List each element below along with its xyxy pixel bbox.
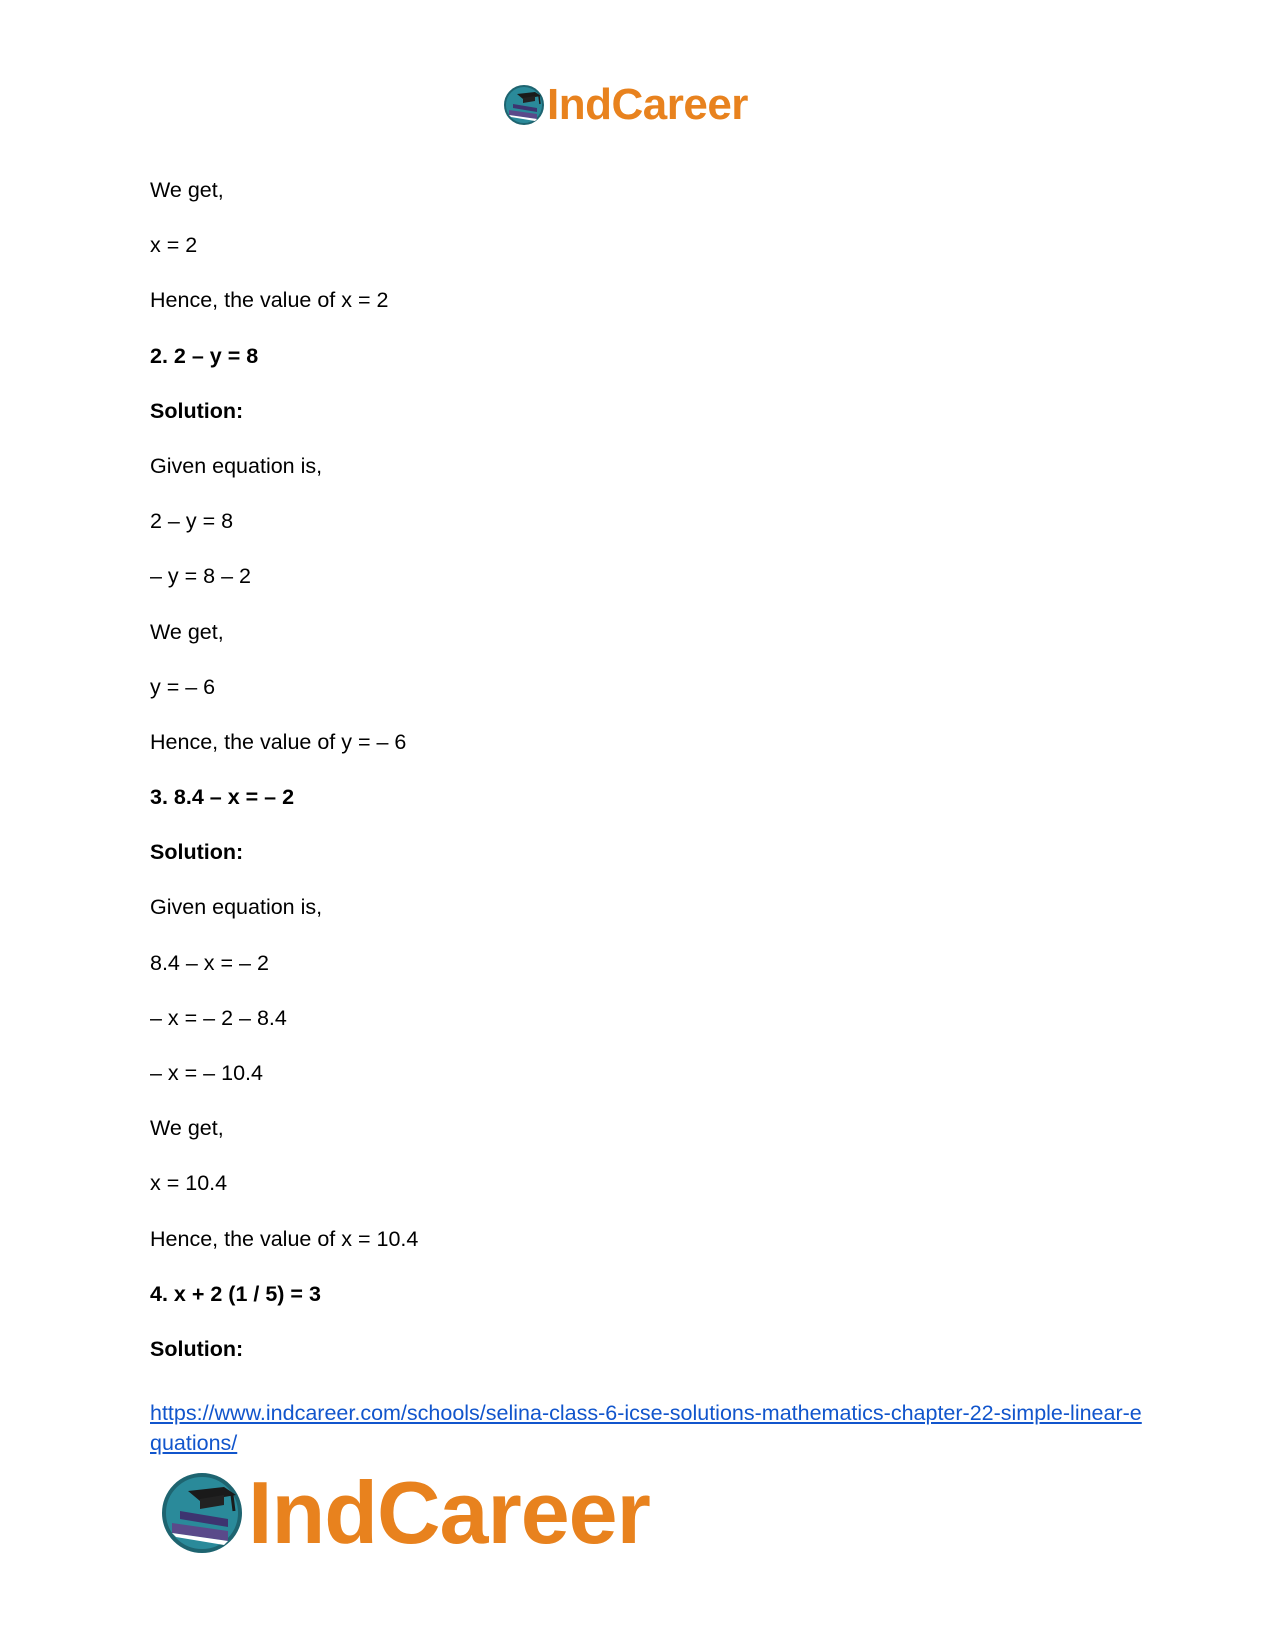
document-body xyxy=(150,178,1130,1392)
question-heading: 3. 8.4 – x = – 2 xyxy=(150,785,295,810)
text-line: – x = – 10.4 xyxy=(150,1061,263,1085)
footer-logo xyxy=(160,1463,650,1562)
text-line: – y = 8 – 2 xyxy=(150,564,252,589)
brand-logo-text: IndCareer xyxy=(248,1463,650,1562)
question-heading: Solution: xyxy=(150,840,244,865)
header-logo xyxy=(503,80,748,130)
text-line: Hence, the value of x = 2 xyxy=(150,288,389,313)
source-url-link[interactable]: https://www.indcareer.com/schools/selina-class-6-icse-solutions-mathematics-chapter-22-simple-linear-equations/ xyxy=(150,1401,1142,1455)
text-line: We get, xyxy=(150,619,224,644)
question-heading: 2. 2 – y = 8 xyxy=(150,343,259,368)
text-line: x = 10.4 xyxy=(150,1171,228,1196)
graduation-globe-icon xyxy=(503,84,545,126)
text-line: We get, xyxy=(150,178,224,202)
text-line: Given equation is, xyxy=(150,453,323,478)
question-heading: Solution: xyxy=(150,1336,244,1361)
text-line: Hence, the value of x = 10.4 xyxy=(150,1226,419,1251)
question-heading: 4. x + 2 (1 / 5) = 3 xyxy=(150,1281,321,1306)
text-line: Hence, the value of y = – 6 xyxy=(150,729,407,754)
text-line: x = 2 xyxy=(150,233,198,258)
brand-logo-text: IndCareer xyxy=(547,80,748,129)
graduation-globe-icon xyxy=(160,1471,244,1555)
text-line: – x = – 2 – 8.4 xyxy=(150,1005,287,1030)
text-line: y = – 6 xyxy=(150,674,216,699)
text-line: 8.4 – x = – 2 xyxy=(150,950,269,975)
question-heading: Solution: xyxy=(150,398,244,423)
text-line: We get, xyxy=(150,1116,224,1141)
text-line: 2 – y = 8 xyxy=(150,509,234,534)
text-line: Given equation is, xyxy=(150,895,323,920)
